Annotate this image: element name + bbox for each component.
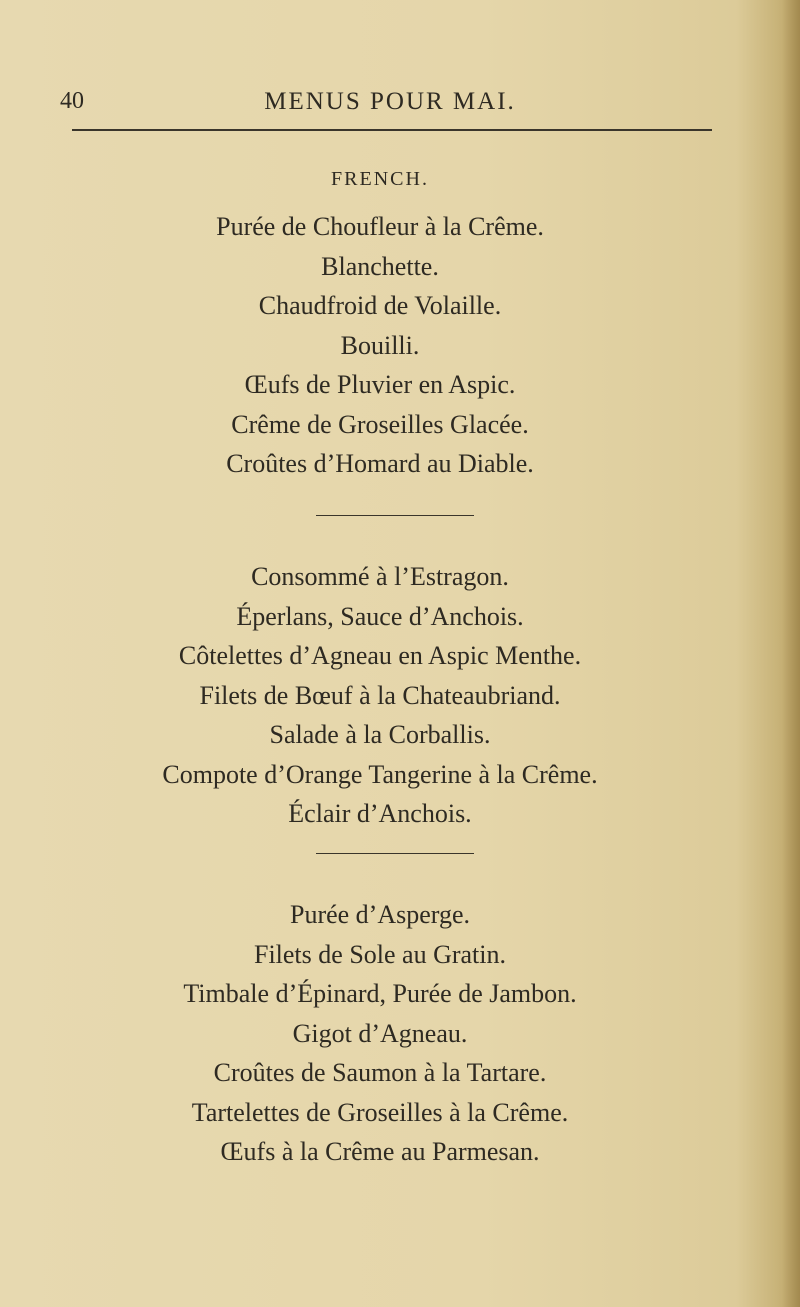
page-header (60, 88, 720, 128)
menu-item: Tartelettes de Groseilles à la Crême. (191, 1097, 569, 1127)
menu-divider (316, 853, 474, 854)
section-heading: FRENCH. (331, 168, 429, 190)
menu-item: Côtelettes d’Agneau en Aspic Menthe. (178, 641, 582, 670)
page-edge-shadow (782, 0, 800, 1307)
menu-item: Salade à la Corballis. (269, 720, 491, 749)
menu-item: Filets de Bœuf à la Chateaubriand. (199, 680, 561, 710)
menu-item: Croûtes d’Homard au Diable. (226, 449, 534, 478)
menu-item: Œufs à la Crême au Parmesan. (220, 1137, 540, 1166)
menu-item: Bouilli. (340, 330, 420, 360)
menu-divider (316, 515, 474, 516)
menu-item: Éperlans, Sauce d’Anchois. (236, 601, 524, 631)
page-number: 40 (60, 88, 84, 114)
menu-item: Œufs de Pluvier en Aspic. (244, 370, 516, 399)
menu-item: Croûtes de Saumon à la Tartare. (213, 1058, 547, 1087)
menu-item: Blanchette. (321, 251, 439, 281)
menu-item: Purée d’Asperge. (289, 900, 471, 929)
menu-item: Timbale d’Épinard, Purée de Jambon. (183, 979, 577, 1008)
menu-list-2 (0, 557, 760, 834)
menu-item: Purée de Choufleur à la Crême. (216, 212, 544, 241)
header-rule (72, 129, 712, 131)
menu-item: Compote d’Orange Tangerine à la Crême. (162, 759, 598, 789)
running-title: MENUS POUR MAI. (264, 88, 516, 115)
menu-item: Chaudfroid de Volaille. (258, 291, 502, 320)
menu-list-1 (0, 207, 760, 484)
menu-item: Consommé à l’Estragon. (251, 562, 509, 591)
menu-item: Éclair d’Anchois. (288, 799, 472, 828)
menu-list-3 (0, 895, 760, 1172)
menu-item: Filets de Sole au Gratin. (253, 939, 506, 969)
menu-item: Gigot d’Agneau. (292, 1018, 468, 1048)
menu-item: Crême de Groseilles Glacée. (231, 409, 529, 439)
